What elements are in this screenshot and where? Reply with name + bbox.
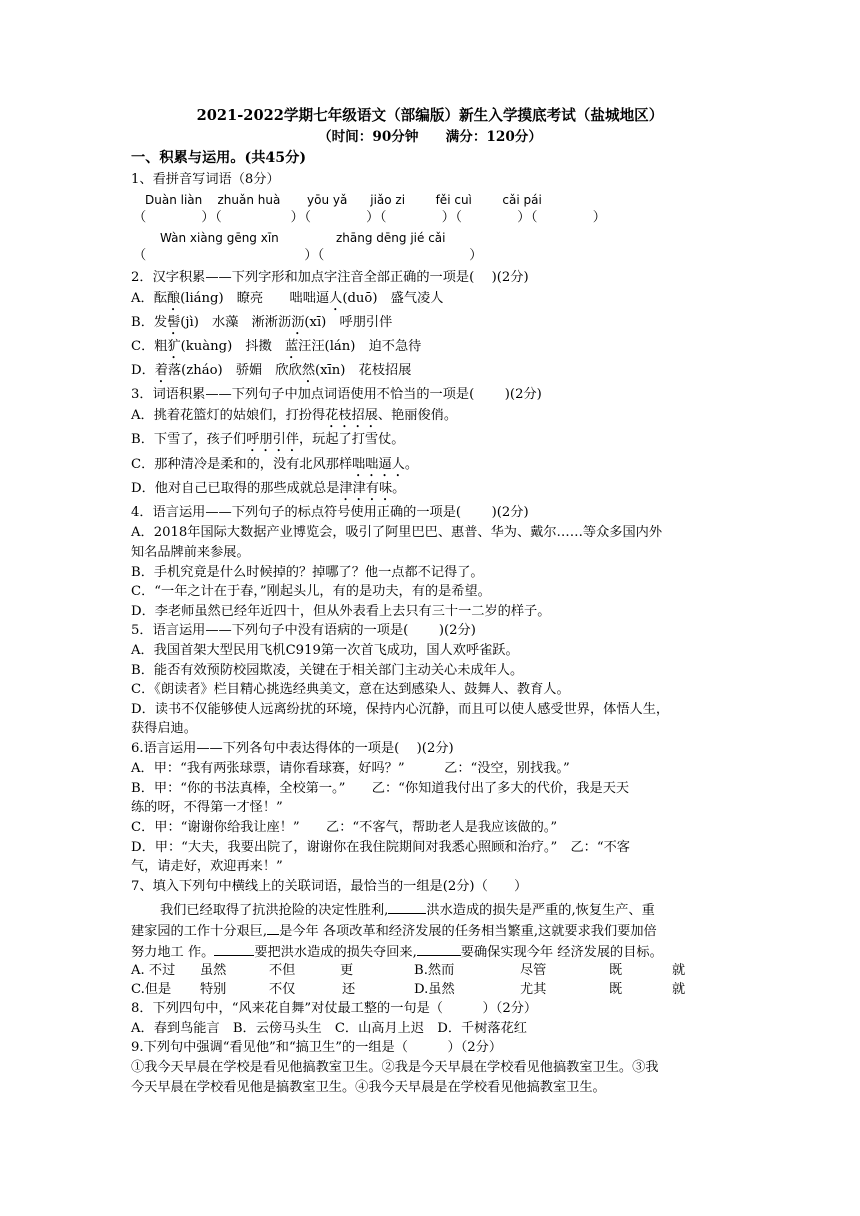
q2-stem: 2．汉字积累——下列字形和加点字注音全部正确的一项是( )(2分) bbox=[131, 270, 529, 285]
q1-answer-brackets-row2: （ ）（ ） bbox=[133, 248, 483, 263]
q3-option-b: B．下雪了，孩子们呼朋引伴，玩起了打雪仗。 bbox=[131, 432, 405, 447]
q5-option-c: C．《朗读者》栏目精心挑选经典美文，意在达到感染人、鼓舞人、教育人。 bbox=[131, 682, 570, 697]
section-heading: 一、积累与运用。(共45分) bbox=[131, 150, 307, 166]
q7-blank-2[interactable] bbox=[267, 920, 279, 935]
q9-sentences-line2: 今天早晨在学校看见他是搞教室卫生。④我今天早晨是在学校看见他搞教室卫生。 bbox=[131, 1080, 606, 1095]
q5-option-d-line1: D．读书不仅能够使人远离纷扰的环境，保持内心沉静，而且可以使人感受世界，体悟人生， bbox=[131, 702, 670, 717]
q6-stem: 6.语言运用——下列各句中表达得体的一项是( )(2分) bbox=[131, 741, 454, 756]
q9-stem: 9.下列句中强调“看见他”和“搞卫生”的一组是（ ）（2分） bbox=[131, 1040, 503, 1055]
q8-stem: 8．下列四句中，“风来花自舞”对仗最工整的一句是（ ）（2分） bbox=[131, 1001, 538, 1016]
q2-option-c: C．粗犷(kuàng) 抖擞 蓝汪汪(lán) 迫不急待 bbox=[131, 339, 422, 354]
q7-passage-line3: 努力地工 作。 要把洪水造成的损失夺回来, 要确保实现今年 经济发展的目标。 bbox=[131, 941, 663, 962]
q3-option-d: D．他对自己已取得的那些成就总是津津有味。 bbox=[131, 481, 406, 496]
q8-options: A．春到鸟能言 B．云傍马头生 C．山高月上迟 D．千树落花红 bbox=[131, 1021, 527, 1036]
q7-blank-1[interactable] bbox=[388, 899, 426, 914]
q2-option-d: D．着落(zháo) 骄媚 欣欣然(xīn) 花枝招展 bbox=[131, 363, 412, 378]
q2-option-b: B．发髻(jì) 水藻 淅淅沥沥(xī) 呼朋引伴 bbox=[131, 315, 393, 330]
q7-blank-3[interactable] bbox=[214, 941, 254, 956]
q3-option-a: A．挑着花篮灯的姑娘们，打扮得花枝招展、艳丽俊俏。 bbox=[131, 408, 458, 423]
q7-stem: 7、填入下列句中横线上的关联词语，最恰当的一组是(2分)（ ） bbox=[131, 879, 528, 894]
q4-option-a-line1: A．2018年国际大数据产业博览会，吸引了阿里巴巴、惠普、华为、戴尔……等众多国内外 bbox=[131, 525, 663, 540]
q7-passage-line2: 建家园的工作十分艰巨, 是今年 各项改革和经济发展的任务相当繁重,这就要求我们要加倍 bbox=[131, 920, 657, 941]
q5-option-a: A．我国首架大型民用飞机C919第一次首飞成功，国人欢呼雀跃。 bbox=[131, 643, 519, 658]
q4-option-d: D．李老师虽然已经年近四十，但从外表看上去只有三十一二岁的样子。 bbox=[131, 604, 551, 619]
q4-stem: 4．语言运用——下列句子的标点符号使用正确的一项是( )(2分) bbox=[131, 505, 529, 520]
q1-stem: 1、看拼音写词语（8分） bbox=[131, 172, 280, 187]
q4-option-a-line2: 知名品牌前来参展。 bbox=[131, 545, 250, 560]
q5-option-d-line2: 获得启迪。 bbox=[131, 721, 197, 736]
q5-stem: 5．语言运用——下列句子中没有语病的一项是( )(2分) bbox=[131, 623, 476, 638]
q6-option-d-line2: 气，请走好，欢迎再来！” bbox=[131, 859, 283, 874]
q4-option-c: C．“一年之计在于春，”刚起头儿，有的是功夫，有的是希望。 bbox=[131, 584, 491, 599]
q1-answer-brackets-row1: （ ）（ ）（ ）（ ）（ ）（ ） bbox=[133, 210, 607, 225]
q1-pinyin-row1: Duàn liàn zhuǎn huà yōu yǎ jiǎo zi fěi cuì cǎi pái bbox=[145, 193, 542, 207]
q6-option-c: C．甲：“谢谢你给我让座！” 乙：“不客气，帮助老人是我应该做的。” bbox=[131, 820, 558, 835]
q6-option-a: A．甲：“我有两张球票，请你看球赛，好吗？” 乙：“没空，别找我。” bbox=[131, 761, 570, 776]
q3-option-c: C．那种清冷是柔和的，没有北风那样咄咄逼人。 bbox=[131, 457, 419, 472]
q7-passage-line1: 我们已经取得了抗洪抢险的决定性胜利, 洪水造成的损失是严重的,恢复生产、重 bbox=[160, 899, 655, 920]
exam-title: 2021-2022学期七年级语文（部编版）新生入学摸底考试（盐城地区） bbox=[196, 107, 664, 124]
exam-page: 2021-2022学期七年级语文（部编版）新生入学摸底考试（盐城地区） （时间：90分钟 满分：120分） 一、积累与运用。(共45分) 1、看拼音写词语（8分） Duàn liàn zhuǎn huà yōu yǎ jiǎo zi fěi cuì cǎi pái （ ）（ ）（ ）（ ）（ ）（ ） Wàn xiàng gēng xīn zhāng dēng jié cǎi （ ）（ ） 2．汉字积累——下列字形和加点字注音全部正确的一项是( )(2分) A．酝酿(liáng) 瞭亮 咄咄逼人(duō) 盛气凌人 B．发髻(jì) 水藻 淅淅沥沥(xī) 呼朋引伴 C．粗犷(kuàng) 抖擞 蓝汪汪(lán) 迫不急待 D．着落(zháo) 骄媚 欣欣然(xīn) 花枝招展 3．词语积累——下列句子中加点词语使用不恰当的一项是( )(2分) A．挑着花篮灯的姑娘们，打扮得花枝招展、艳丽俊俏。 B．下雪了，孩子们呼朋引伴，玩起了打雪仗。 C．那种清冷是柔和的，没有北风那样咄咄逼人。 D．他对自己已取得的那些成就总是津津有味。 4．语言运用——下列句子的标点符号使用正确的一项是( )(2分) A．2018年国际大数据产业博览会，吸引了阿里巴巴、惠普、华为、戴尔……等众多国内外 知名品牌前来参展。 B．手机究竟是什么时候掉的？掉哪了？他一点都不记得了。 C．“一年之计在于春，”刚起头儿，有的是功夫，有的是希望。 D．李老师虽然已经年近四十，但从外表看上去只有三十一二岁的样子。 5．语言运用——下列句子中没有语病的一项是( )(2分) A．我国首架大型民用飞机C919第一次首飞成功，国人欢呼雀跃。 B．能否有效预防校园欺凌，关键在于相关部门主动关心未成年人。 C．《朗读者》栏目精心挑选经典美文，意在达到感染人、鼓舞人、教育人。 D．读书不仅能够使人远离纷扰的环境，保持内心沉静，而且可以使人感受世界，体悟人生， 获得启迪。 6.语言运用——下列各句中表达得体的一项是( )(2分) A．甲：“我有两张球票，请你看球赛，好吗？” 乙：“没空，别找我。” B．甲：“你的书法真棒，全校第一。” 乙：“你知道我付出了多大的代价，我是天天 练的呀，不得第一才怪！” C．甲：“谢谢你给我让座！” 乙：“不客气，帮助老人是我应该做的。” D．甲：“大夫，我要出院了，谢谢你在我住院期间对我悉心照顾和治疗。” 乙：“不客 气，请走好，欢迎再来！” 7、填入下列句中横线上的关联词语，最恰当的一组是(2分)（ ） 我们已经取得了抗洪抢险的决定性胜利, 洪水造成的损失是严重的,恢复生产、重 建家园的工作十分艰巨, 是今年 各项改革和经济发展的任务相当繁重,这就要求我们要加倍 努力地工 作。 要把洪水造成的损失夺回来, 要确保实现今年 经济发展的目标。 A. 不过 虽然 不但 更 B.然而 尽管 既 就 C.但是 特别 不仅 还 D.虽然 尤其 既 就 8．下列四句中，“风来花自舞”对仗最工整的一句是（ ）（2分） A．春到鸟能言 B．云傍马头生 C．山高月上迟 D．千树落花红 9.下列句中强调“看见他”和“搞卫生”的一组是（ ）（2分） ①我今天早晨在学校是看见他搞教室卫生。②我是今天早晨在学校看见他搞教室卫生。③我 今天早晨在学校看见他是搞教室卫生。④我今天早晨是在学校看见他搞教室卫生。 bbox=[0, 0, 860, 1216]
q3-stem: 3．词语积累——下列句子中加点词语使用不恰当的一项是( )(2分) bbox=[131, 387, 542, 402]
q6-option-b-line2: 练的呀，不得第一才怪！” bbox=[131, 800, 283, 815]
exam-subtitle: （时间：90分钟 满分：120分） bbox=[317, 129, 542, 145]
q5-option-b: B．能否有效预防校园欺凌，关键在于相关部门主动关心未成年人。 bbox=[131, 663, 524, 678]
q6-option-b-line1: B．甲：“你的书法真棒，全校第一。” 乙：“你知道我付出了多大的代价，我是天天 bbox=[131, 781, 630, 796]
q9-sentences-line1: ①我今天早晨在学校是看见他搞教室卫生。②我是今天早晨在学校看见他搞教室卫生。③我 bbox=[131, 1060, 659, 1075]
q7-blank-4[interactable] bbox=[417, 941, 461, 956]
q4-option-b: B．手机究竟是什么时候掉的？掉哪了？他一点都不记得了。 bbox=[131, 565, 484, 580]
q1-pinyin-row2: Wàn xiàng gēng xīn zhāng dēng jié cǎi bbox=[160, 231, 446, 245]
q6-option-d-line1: D．甲：“大夫，我要出院了，谢谢你在我住院期间对我悉心照顾和治疗。” 乙：“不客 bbox=[131, 840, 630, 855]
q2-option-a: A．酝酿(liáng) 瞭亮 咄咄逼人(duō) 盛气凌人 bbox=[131, 291, 444, 306]
